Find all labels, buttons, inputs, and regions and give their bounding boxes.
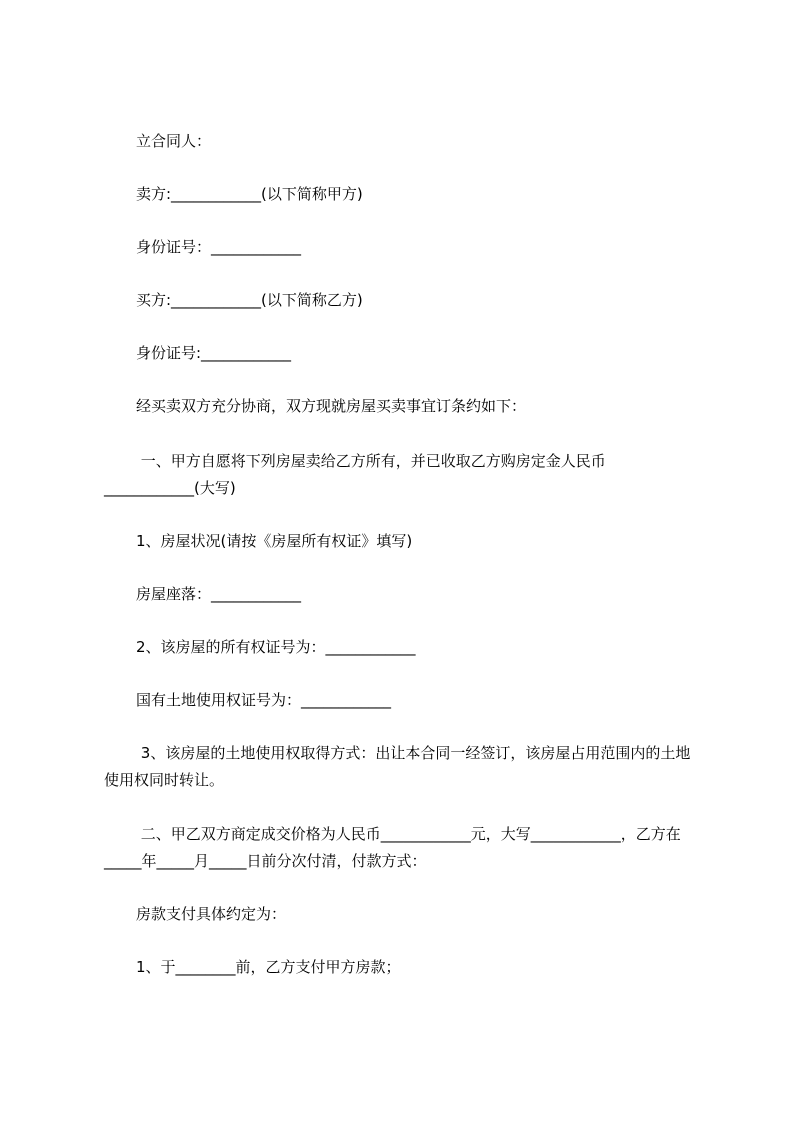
ownership-certificate-line: 2、该房屋的所有权证号为：____________ [136,638,416,656]
buyer-id-line: 身份证号:____________ [136,344,292,362]
seller-id-line: 身份证号：____________ [136,238,302,256]
agreement-intro: 经买卖双方充分协商，双方现就房屋买卖事宜订条约如下： [136,397,527,415]
clause-1-deposit: 一、甲方自愿将下列房屋卖给乙方所有，并已收取乙方购房定金人民币____________(大写) [104,452,606,497]
payment-terms-heading: 房款支付具体约定为： [136,905,287,923]
house-location-line: 房屋座落：____________ [136,585,302,603]
seller-line: 卖方:____________(以下简称甲方) [136,185,363,203]
house-status-heading: 1、房屋状况(请按《房屋所有权证》填写) [136,532,413,550]
land-use-certificate-line: 国有土地使用权证号为：____________ [136,691,392,709]
payment-item-1: 1、于________前，乙方支付甲方房款； [136,958,401,976]
contract-parties-heading: 立合同人： [136,132,212,150]
clause-2-price: 二、甲乙双方商定成交价格为人民币____________元，大写____________，乙方在_____年_____月_____日前分次付清，付款方式： [104,825,681,870]
buyer-line: 买方:____________(以下简称乙方) [136,291,363,309]
land-use-acquisition-clause: 3、该房屋的土地使用权取得方式：出让本合同一经签订，该房屋占用范围内的土地使用权同时转让。 [104,744,691,789]
